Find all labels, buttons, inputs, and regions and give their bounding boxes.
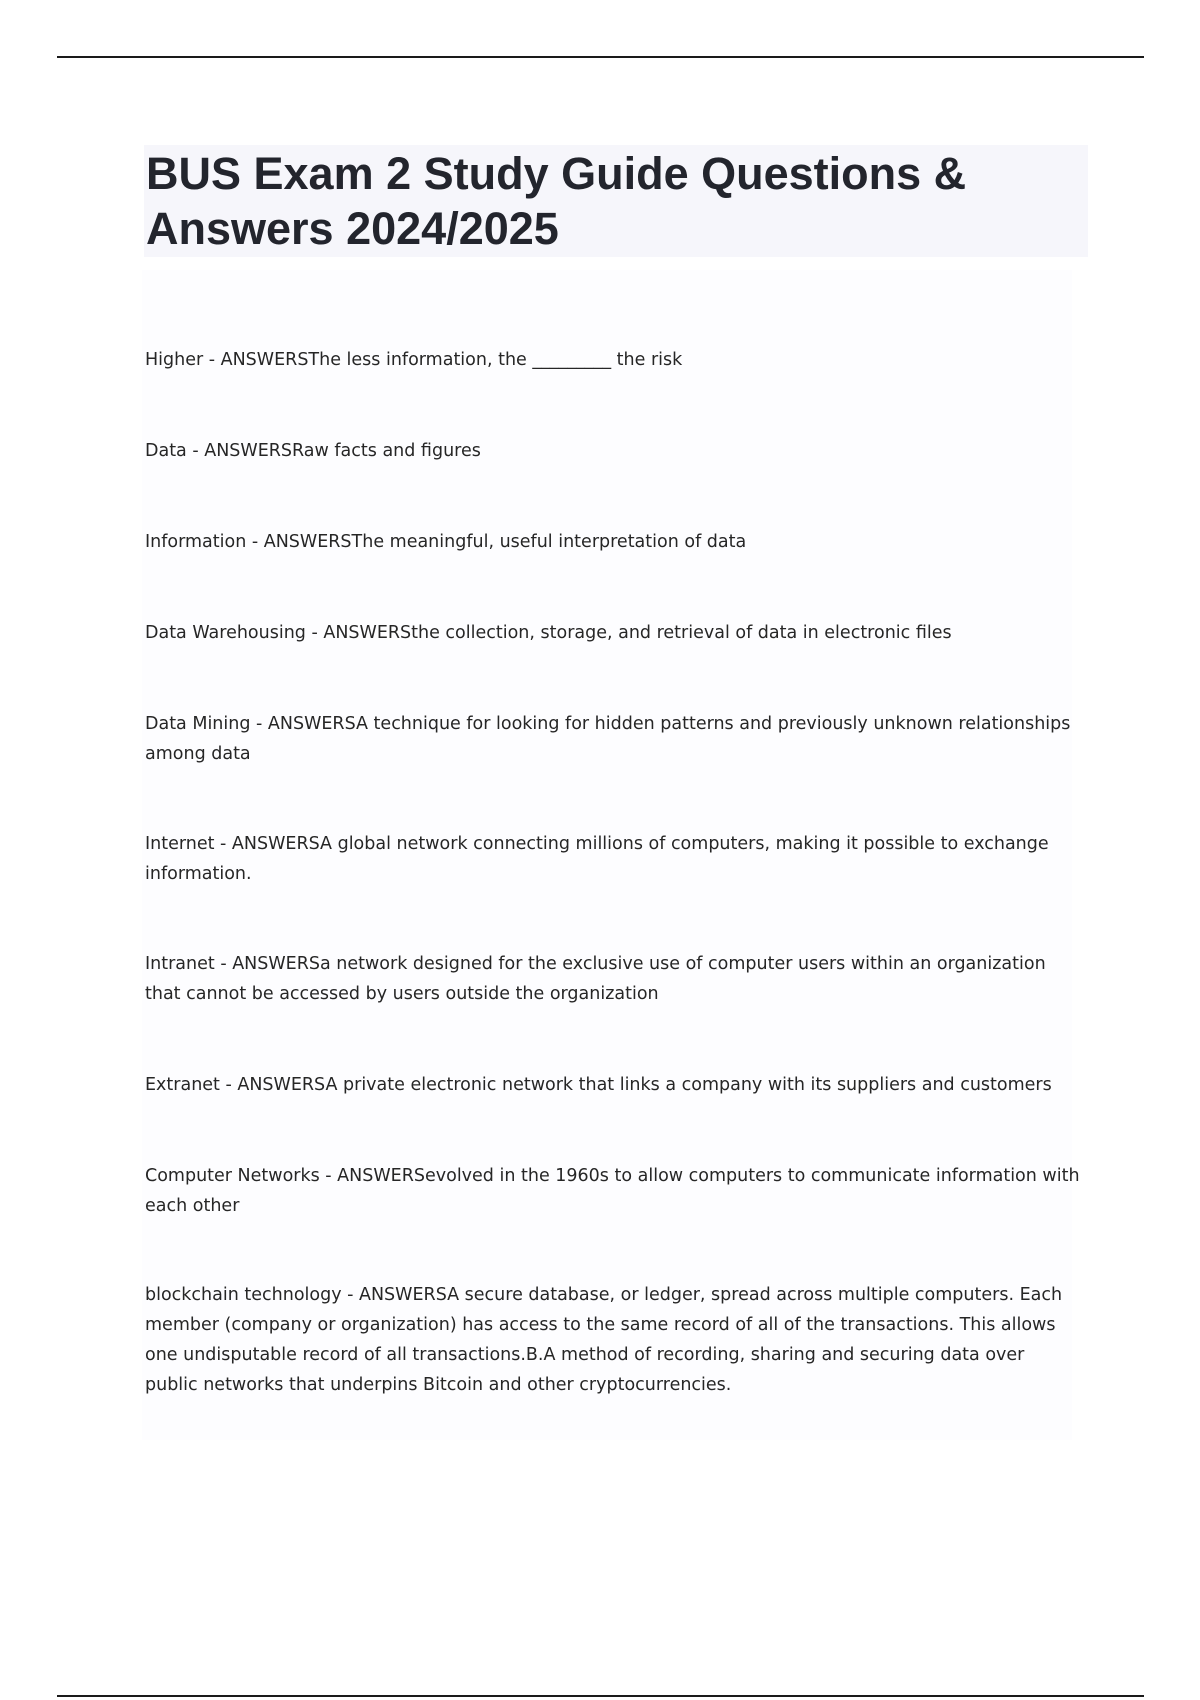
top-rule: [57, 56, 1144, 58]
qa-entry-data-mining: Data Mining - ANSWERSA technique for looking for hidden patterns and previously unknown relationships among data: [145, 714, 1071, 764]
qa-entry-internet: Internet - ANSWERSA global network connecting millions of computers, making it possible to exchange information.: [145, 834, 1049, 884]
qa-entry-blockchain: blockchain technology - ANSWERSA secure database, or ledger, spread across multiple computers. Each member (company or organization) has access to the same record of all of the transactions. This allows one undisputable record of all transactions.B.A method of recording, sharing and securing data over public networks that underpins Bitcoin and other cryptocurrencies.: [145, 1285, 1063, 1395]
page-title: BUS Exam 2 Study Guide Questions & Answers 2024/2025: [146, 148, 967, 254]
qa-entry-data: Data - ANSWERSRaw facts and figures: [145, 441, 481, 461]
qa-entry-higher: Higher - ANSWERSThe less information, the _________ the risk: [145, 350, 683, 370]
qa-entry-information: Information - ANSWERSThe meaningful, useful interpretation of data: [145, 532, 747, 552]
qa-entry-data-warehousing: Data Warehousing - ANSWERSthe collection, storage, and retrieval of data in electronic files: [145, 623, 952, 643]
qa-entry-extranet: Extranet - ANSWERSA private electronic network that links a company with its suppliers and customers: [145, 1075, 1052, 1095]
qa-entry-computer-networks: Computer Networks - ANSWERSevolved in the 1960s to allow computers to communicate information with each other: [145, 1166, 1080, 1216]
qa-entry-intranet: Intranet - ANSWERSa network designed for the exclusive use of computer users within an organization that cannot be accessed by users outside the organization: [145, 954, 1046, 1004]
bottom-rule: [57, 1695, 1144, 1697]
